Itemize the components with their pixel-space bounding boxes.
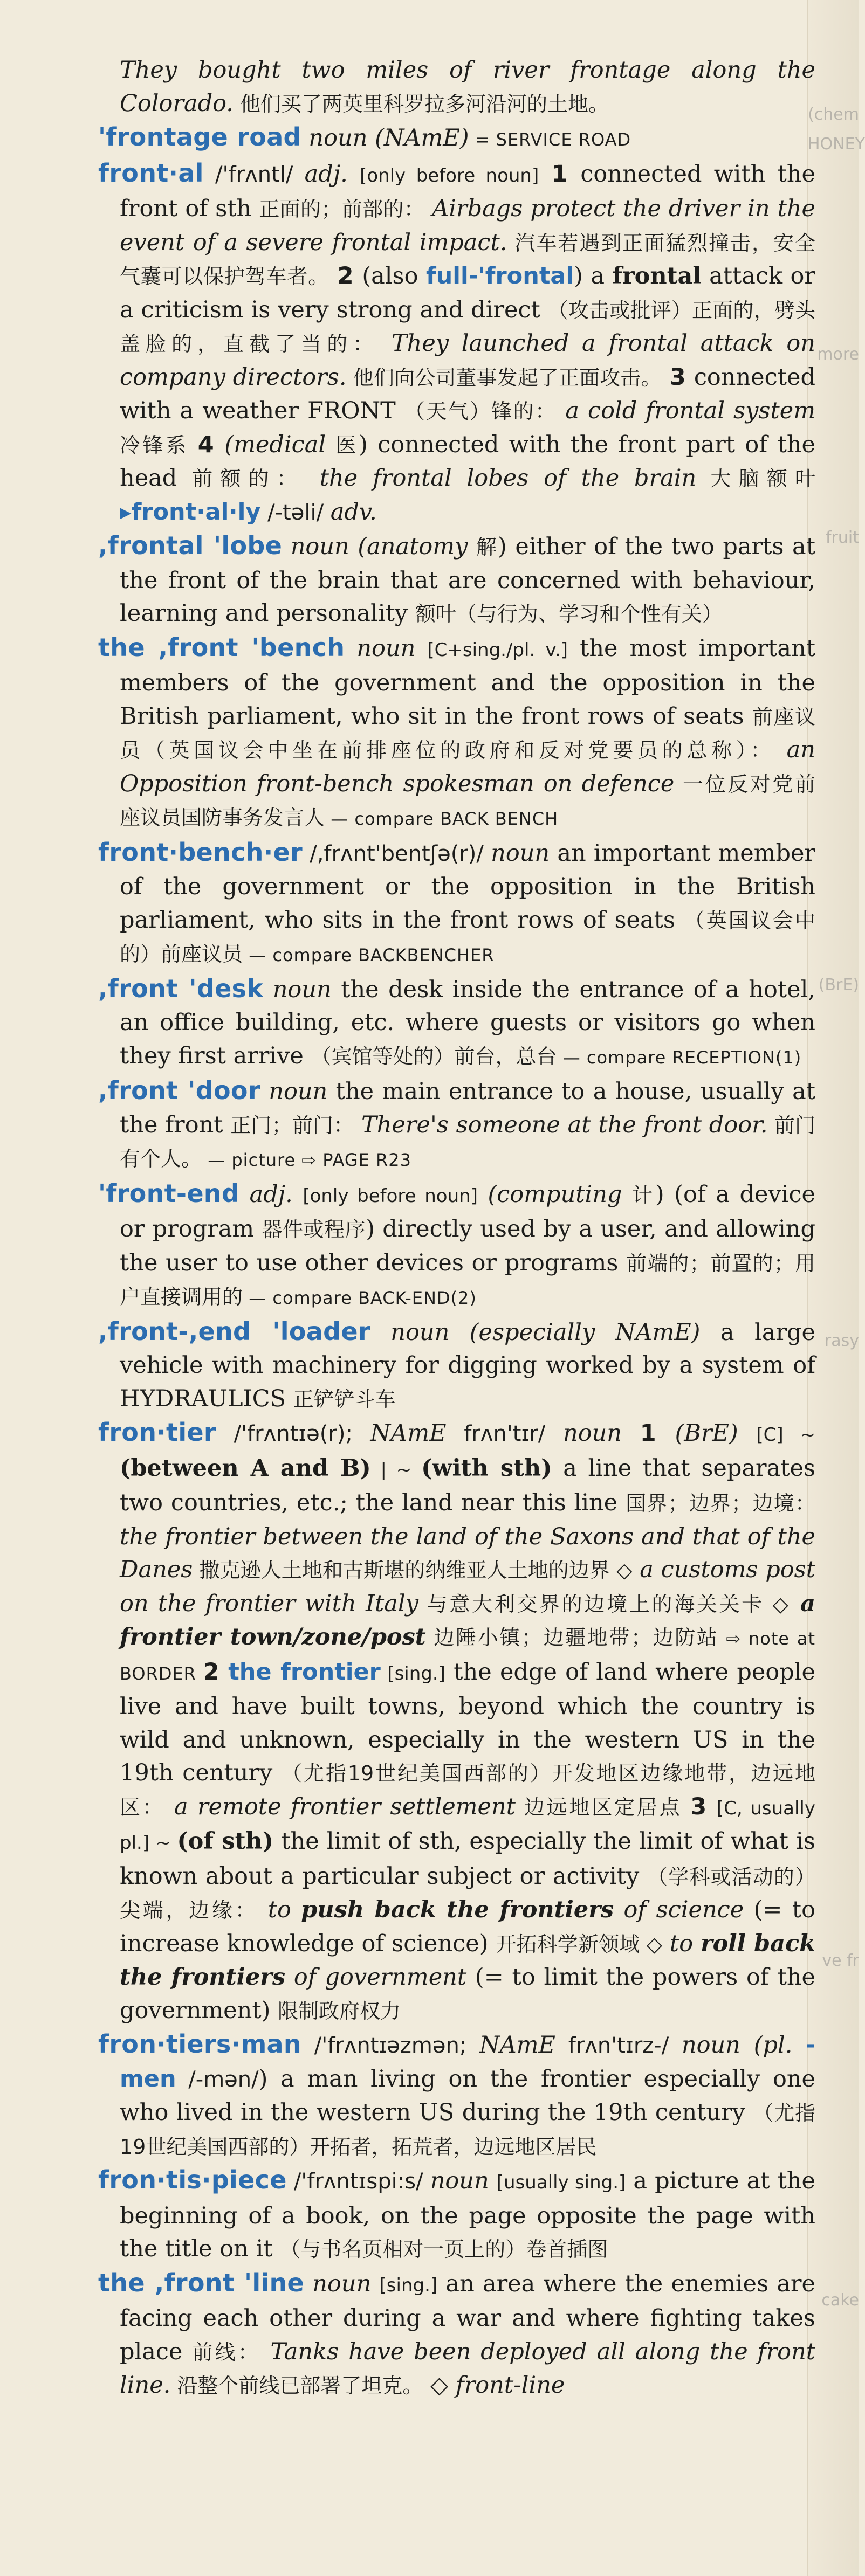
pos: noun <box>563 1420 640 1447</box>
definition: a large vehicle with machinery for digging worked by a system of HYDRAULICS <box>120 1318 815 1412</box>
grammar-code: [sing.] <box>380 1662 445 1684</box>
example: of science <box>614 1896 744 1923</box>
pos: noun <box>491 839 550 867</box>
definition: ) either of the two parts at the front of the brain that are concerned with behaviour, learning and personality <box>120 533 815 627</box>
headword: the ,front 'bench <box>98 632 345 662</box>
grammar-code: [C] ~ <box>756 1424 815 1446</box>
example: to <box>662 1930 701 1957</box>
sense-number: 1 <box>539 160 581 188</box>
cross-reference: — compare RECEPTION(1) <box>557 1047 802 1068</box>
headword: front·al <box>98 158 204 188</box>
headword: 'frontage road <box>98 122 301 151</box>
cross-reference: — compare BACK BENCH <box>325 809 559 829</box>
definition: the limit of sth, especially the limit of what is known about a particular subject or activity <box>120 1828 815 1890</box>
definition: ) connected with the front part of the head <box>120 431 815 492</box>
translation: 一位反对党前座议员国防事务发言人 <box>120 772 815 830</box>
pattern: (of sth) <box>177 1828 274 1855</box>
translation: （攻击或批评）正面的，劈头盖脸的，直截了当的： <box>120 298 815 356</box>
translation: （宾馆等处的）前台，总台 <box>311 1044 557 1068</box>
headword: the ,front 'line <box>98 2268 305 2297</box>
translation: 计 <box>632 1183 655 1207</box>
example: Tanks have been deployed all along the front line. <box>120 2338 815 2399</box>
region-label: (BrE) <box>675 1420 757 1447</box>
translation: 撒克逊人土地和古斯堪的纳维亚人土地的边界 ◇ <box>193 1558 633 1582</box>
translation: 正面的；前部的： <box>259 197 425 221</box>
example: a cold frontal system <box>557 397 815 424</box>
pos: noun <box>370 1318 470 1346</box>
example: the frontal lobes of the brain <box>304 465 697 492</box>
pattern: (between A and B) <box>120 1454 371 1482</box>
dictionary-column <box>98 54 816 2566</box>
example: There's someone at the front door. <box>354 1111 768 1138</box>
pos: noun <box>430 2167 497 2194</box>
grammar-code: [only before noun] <box>303 1185 478 1207</box>
pos: noun <box>345 634 428 662</box>
definition: a man living on the frontier especially one who lived in the western US during the 19th century <box>120 2065 815 2126</box>
pronunciation: /,frʌnt'bentʃə(r)/ <box>302 841 491 866</box>
definition: ) directly used by a user, and allowing the user to use other devices or programs <box>120 1216 815 1276</box>
entry-front-door <box>98 1074 816 1177</box>
pronunciation: /-mən/ <box>176 2067 259 2092</box>
subject-label: (medical <box>224 431 336 458</box>
definition: attack or a criticism is very strong and direct <box>120 263 815 323</box>
entry-front-line <box>98 2267 815 2403</box>
translation: 冷锋系 <box>120 433 198 457</box>
entry-front-end-loader <box>98 1315 815 1417</box>
region-label: NAmE <box>370 1420 447 1447</box>
translation: 他们买了两英里科罗拉多河沿河的土地。 <box>233 92 609 116</box>
definition: the edge of land where people live and have built towns, beyond which the country is wild and unknown, especially in the western US in the 19th century <box>120 1658 815 1786</box>
grammar-code: [usually sing.] <box>496 2172 626 2193</box>
translation: 器件或程序 <box>262 1218 366 1241</box>
definition: (also <box>362 263 426 289</box>
translation: 边陲小镇；边疆地带；边防站 <box>425 1626 719 1649</box>
definition: an area where the enemies are facing each other during a war and where fighting takes place <box>120 2270 815 2365</box>
cross-reference: — compare BACK-END(2) <box>243 1288 477 1308</box>
pronunciation: /'frʌntɪspi:s/ <box>286 2169 430 2194</box>
pronunciation: /'frʌntɪəzmən; <box>301 2033 480 2058</box>
pos: adj. <box>239 1180 303 1208</box>
plural-form: -men <box>120 2032 816 2092</box>
headword: front·bench·er <box>98 837 303 867</box>
definition: a picture at the beginning of a book, on the page opposite the page with the title on it <box>120 2167 816 2262</box>
example: ◇ front-line <box>423 2372 565 2399</box>
example: Airbags protect the driver in the event of a severe frontal impact. <box>120 195 815 256</box>
translation: 国界；边界；边境： <box>626 1491 815 1515</box>
pos: noun <box>304 2270 380 2297</box>
grammar-code: | ~ <box>370 1459 422 1481</box>
example: a remote frontier settlement <box>164 1793 516 1820</box>
translation: （尤指19世纪美国西部的）开拓者，拓荒者，边远地区居民 <box>120 2101 815 2159</box>
translation: 限制政府权力 <box>278 1999 401 2023</box>
headword: ,frontal 'lobe <box>98 531 283 560</box>
translation: （尤指19世纪美国西部的）开发地区边缘地带，边远地区： <box>120 1762 816 1819</box>
bleed-word: HONEY <box>808 135 865 154</box>
definition: the main entrance to a house, usually at the front <box>120 1078 816 1138</box>
region-label: NAmE <box>479 2032 555 2059</box>
plural-label: (pl. <box>753 2032 806 2059</box>
headword: fron·tis·piece <box>98 2165 287 2194</box>
example: They launched a frontal attack on company directors. <box>120 330 815 391</box>
translation: 边远地区定居点 <box>515 1795 691 1819</box>
headword: ,front-,end 'loader <box>98 1316 370 1346</box>
translation: 正铲铲斗车 <box>293 1387 396 1411</box>
example: of government <box>285 1964 467 1991</box>
pos: noun <box>282 533 358 560</box>
translation: 解 <box>476 535 498 559</box>
collocation: roll back the frontiers <box>120 1930 815 1991</box>
translation: 与意大利交界的边境上的海关关卡 ◇ <box>418 1592 791 1616</box>
example: a customs post on the frontier with Italy <box>120 1556 815 1617</box>
entry-front-end <box>98 1177 815 1315</box>
headword: 'front-end <box>98 1178 240 1208</box>
entry-frontage-road <box>98 121 815 157</box>
sense-number: 1 <box>640 1420 675 1447</box>
derivative-arrow-icon: ▸ <box>120 498 132 526</box>
pos: noun <box>681 2032 754 2059</box>
pronunciation: /-təli/ <box>260 500 331 525</box>
derivative-headword: front·al·ly <box>131 498 261 526</box>
entry-frontbencher <box>98 836 815 972</box>
translation: 大脑额叶 <box>696 467 815 491</box>
translation: （天气）锋的： <box>404 399 557 423</box>
translation: （与书名页相对一页上的）卷首插图 <box>280 2237 608 2261</box>
headword: fron·tier <box>98 1418 216 1447</box>
example: They bought two miles of river frontage along the Colorado. <box>120 57 815 117</box>
translation: 前端的；前置的；用户直接调用的 <box>120 1251 815 1309</box>
cross-reference: — picture ⇨ PAGE R23 <box>202 1150 411 1170</box>
example: the frontier between the land of the Saxons and that of the Danes <box>120 1523 815 1583</box>
region-label: (NAmE) <box>375 125 469 151</box>
entry-frontal <box>98 157 815 530</box>
pronunciation: /'frʌntl/ <box>203 162 305 187</box>
entry-frontage-tail <box>120 54 815 121</box>
pattern: (with sth) <box>421 1454 552 1482</box>
entry-frontispiece <box>98 2164 816 2267</box>
translation: 沿整个前线已部署了坦克。 <box>170 2374 423 2398</box>
sense-number: 2 <box>328 263 362 289</box>
pronunciation: /'frʌntɪə(r); <box>216 1421 370 1446</box>
translation: 额叶（与行为、学习和个性有关） <box>415 602 723 626</box>
cross-reference: = SERVICE ROAD <box>469 129 631 150</box>
subject-label: (anatomy <box>358 533 476 560</box>
translation: 前门有个人。 <box>120 1113 815 1171</box>
definition: connected with the front of sth <box>120 160 815 222</box>
definition: connected with a weather FRONT <box>120 363 815 424</box>
bleed-word: (BrE) <box>818 976 859 995</box>
grammar-code: [C, usually pl.] ~ <box>120 1797 815 1854</box>
example: to <box>258 1896 301 1923</box>
translation: 前线： <box>192 2340 261 2364</box>
bleed-word: (chem <box>808 105 859 124</box>
translation: 正门；前门： <box>230 1113 354 1137</box>
definition: the desk inside the entrance of a hotel, an office building, etc. where guests or visitors go when they first arrive <box>120 976 816 1069</box>
collocation: push back the frontiers <box>301 1896 614 1923</box>
bleed-word: ve fr <box>822 1951 859 1970</box>
example: an Opposition front-bench spokesman on defence <box>120 736 815 797</box>
entry-front-desk <box>98 972 816 1075</box>
grammar-code: [only before noun] <box>360 164 539 187</box>
sense-number: 2 <box>203 1658 229 1686</box>
sense-number: 4 <box>197 431 225 458</box>
translation: 前额的： <box>192 467 305 491</box>
keyword: frontal <box>612 263 702 289</box>
bleed-word: more <box>817 345 859 364</box>
translation: 开拓科学新领域 ◇ <box>496 1932 663 1956</box>
definition: an important member of the government or the opposition in the British parliament, who sits in the front rows of seats <box>120 839 815 934</box>
definition: ) (of a device or program <box>120 1180 815 1242</box>
collocation: a frontier town/zone/post <box>120 1590 815 1650</box>
entry-front-bench <box>98 631 815 836</box>
pos: noun <box>263 976 332 1003</box>
pos: noun <box>260 1078 328 1105</box>
translation: 医 <box>335 433 359 457</box>
pos: adj. <box>304 160 360 188</box>
translation: （学科或活动的）尖端，边缘： <box>120 1864 815 1922</box>
bleed-word: cake <box>821 2291 859 2310</box>
pos: adv. <box>330 498 377 526</box>
alt-headword: full-'frontal <box>425 263 574 289</box>
grammar-code: [sing.] <box>379 2274 438 2296</box>
cross-reference: ⇨ note at BORDER <box>120 1628 816 1684</box>
pronunciation: frʌn'tɪrz-/ <box>555 2033 682 2058</box>
definition: (= to limit the powers of the government) <box>120 1964 815 2024</box>
translation: （英国议会中的）前座议员 <box>120 908 815 966</box>
grammar-code: [C+sing./pl. v.] <box>427 639 568 661</box>
translation: 汽车若遇到正面猛烈撞击，安全气囊可以保护驾车者。 <box>120 231 815 288</box>
subject-label: (computing <box>477 1180 633 1208</box>
region-label: (especially NAmE) <box>469 1318 701 1346</box>
entry-frontier <box>98 1416 816 2028</box>
definition: (= to increase knowledge of science) <box>120 1896 815 1957</box>
translation: 前座议员（英国议会中坐在前排座位的政府和反对党要员的总称）： <box>120 705 815 762</box>
bleed-word: fruit <box>825 528 859 547</box>
definition: the most important members of the government and the opposition in the British parliament, who sit in the front rows of seats <box>120 634 815 730</box>
idiom-headword: the frontier <box>228 1658 381 1686</box>
definition: ) a <box>574 263 613 289</box>
definition: a line that separates two countries, etc.; the land near this line <box>120 1454 815 1516</box>
pronunciation: frʌn'tɪr/ <box>446 1421 564 1446</box>
translation: 他们向公司董事发起了正面攻击。 <box>346 365 662 390</box>
headword: fron·tiers·man <box>98 2029 301 2059</box>
headword: ,front 'desk <box>98 973 264 1003</box>
headword: ,front 'door <box>98 1076 260 1105</box>
cross-reference: — compare BACKBENCHER <box>243 945 495 965</box>
entry-frontiersman <box>98 2028 816 2164</box>
bleed-word: rasy <box>824 1331 859 1350</box>
pos: noun <box>301 125 375 151</box>
definition: ) <box>258 2065 268 2092</box>
entry-frontal-lobe <box>98 529 815 631</box>
sense-number: 3 <box>690 1793 717 1820</box>
sense-number: 3 <box>661 363 694 391</box>
